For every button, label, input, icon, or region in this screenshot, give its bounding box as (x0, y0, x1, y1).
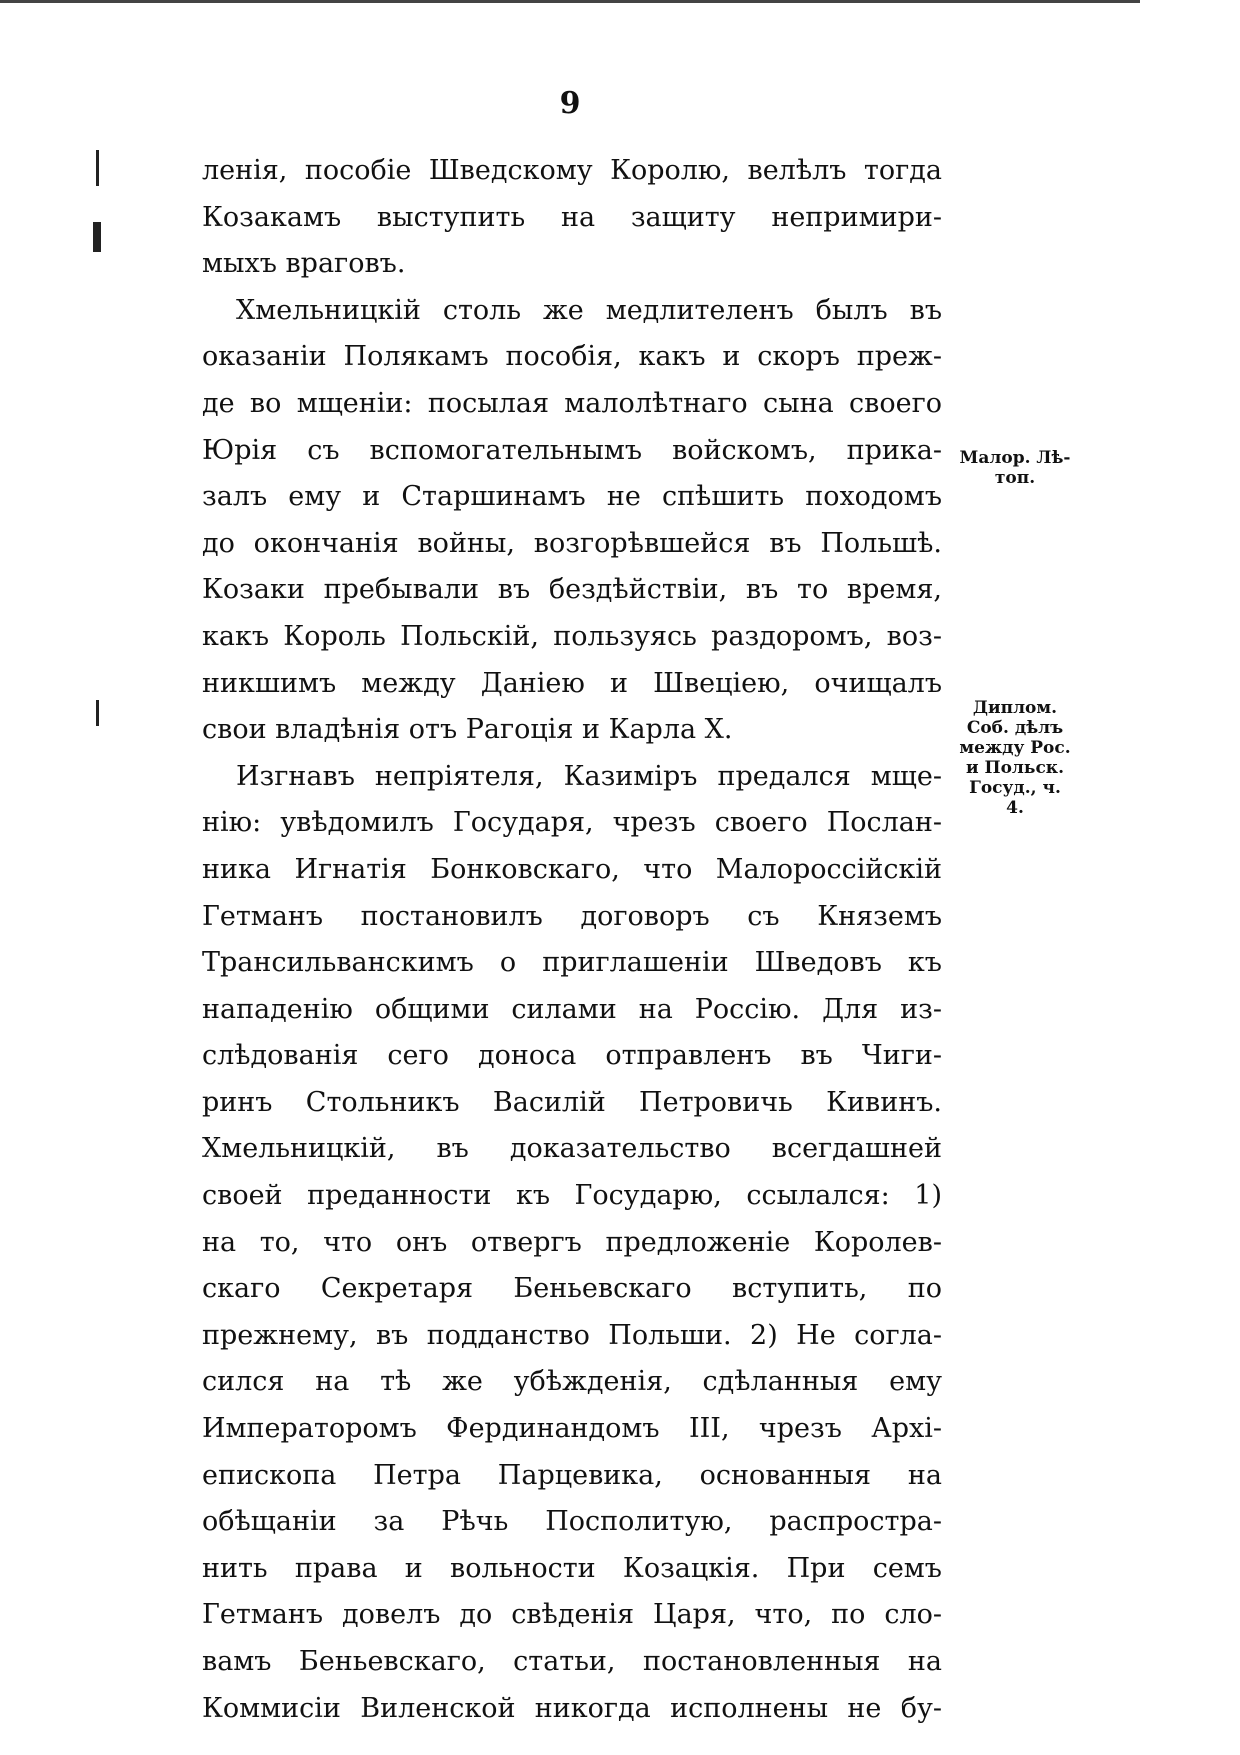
text-line: сился на тѣ же убѣжденія, сдѣланныя ему (202, 1366, 942, 1398)
text-line: вамъ Беньевскаго, статьи, постановленныя на (202, 1646, 942, 1677)
text-line: де во мщеніи: посылая малолѣтнаго сына своего (202, 387, 942, 419)
scan-mark-top (0, 0, 1140, 3)
margin-note-line: 4. (1006, 798, 1024, 818)
text-line: Козаки пребывали въ бездѣйствіи, въ то время, (202, 574, 942, 606)
scan-mark-left-3 (96, 700, 99, 726)
text-line: ленія, пособіе Шведскому Королю, велѣлъ тогда (202, 155, 942, 186)
text-line: никшимъ между Даніею и Швеціею, очищалъ (202, 667, 942, 699)
text-line: залъ ему и Старшинамъ не спѣшить походомъ (202, 481, 942, 513)
margin-note-line: Диплом. (972, 698, 1058, 718)
text-line: нію: увѣдомилъ Государя, чрезъ своего Послан- (202, 807, 942, 839)
margin-note-line: Госуд., ч. (969, 778, 1061, 798)
text-line: какъ Король Польскій, пользуясь раздоромъ, воз- (202, 620, 942, 652)
margin-note-line: и Польск. (966, 758, 1064, 778)
text-line: Хмельницкій столь же медлителенъ былъ въ (236, 294, 942, 326)
scan-mark-left-2 (93, 222, 101, 252)
text-line: Гетманъ довелъ до свѣденія Царя, что, по сло- (202, 1599, 942, 1631)
margin-note-line: между Рос. (959, 738, 1071, 758)
text-line: скаго Секретаря Беньевскаго вступить, по (202, 1273, 942, 1305)
margin-note-source-2 (945, 698, 1085, 818)
text-line: слѣдованія сего доноса отправленъ въ Чиги- (202, 1040, 942, 1072)
text-line: Коммисіи Виленской никогда исполнены не бу- (202, 1692, 942, 1724)
margin-note-line: Малор. Лѣ- (959, 448, 1071, 468)
margin-note-line: Соб. дѣлъ (966, 718, 1064, 738)
body-text (202, 148, 942, 1732)
text-line: Козакамъ выступить на защиту непримири- (202, 201, 942, 233)
text-line: прежнему, въ подданство Польши. 2) Не согла- (202, 1319, 942, 1351)
text-line: ника Игнатія Бонковскаго, что Малороссійскій (202, 853, 942, 885)
text-line: ринъ Стольникъ Василій Петровичь Кивинъ. (202, 1086, 942, 1118)
text-line: Трансильванскимъ о приглашеніи Шведовъ къ (202, 947, 942, 979)
text-line: Гетманъ постановилъ договоръ съ Княземъ (202, 900, 942, 932)
text-line: Императоромъ Фердинандомъ III, чрезъ Архі- (202, 1413, 942, 1445)
text-line: нападенію общими силами на Россію. Для из- (202, 993, 942, 1025)
text-line: своей преданности къ Государю, ссылался: 1) (202, 1180, 942, 1212)
scan-mark-left-1 (96, 150, 99, 186)
text-line: до окончанія войны, возгорѣвшейся въ Польшѣ. (202, 527, 942, 559)
text-line: Хмельницкій, въ доказательство всегдашней (202, 1133, 942, 1165)
text-line: на то, что онъ отвергъ предложеніе Королев- (202, 1226, 942, 1258)
text-line: епископа Петра Парцевика, основанныя на (202, 1459, 942, 1491)
text-line: оказаніи Полякамъ пособія, какъ и скоръ преж- (202, 341, 942, 373)
margin-note-line: топ. (994, 468, 1036, 488)
text-line: Юрія съ вспомогательнымъ войскомъ, прика- (202, 434, 942, 466)
text-line: мыхъ враговъ. (202, 248, 406, 280)
margin-note-source-1 (945, 448, 1085, 488)
text-line: обѣщаніи за Рѣчь Посполитую, распростра- (202, 1506, 942, 1538)
text-line: нить права и вольности Козацкія. При семъ (202, 1552, 942, 1584)
text-line: Изгнавъ непріятеля, Казиміръ предался мще- (236, 760, 942, 792)
text-line: свои владѣнія отъ Рагоція и Карла X. (202, 714, 733, 746)
page-number: 9 (559, 86, 581, 121)
